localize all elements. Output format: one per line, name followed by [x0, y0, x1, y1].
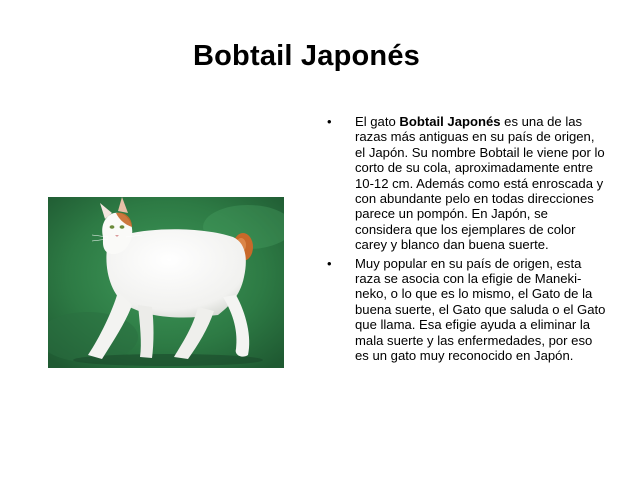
- cat-photo: [48, 197, 284, 368]
- bullet-item: [318, 256, 608, 364]
- bullet-list: [318, 114, 608, 367]
- bullet-item: [318, 114, 608, 253]
- bullet-text-pre: El gato: [355, 114, 400, 129]
- slide-title: Bobtail Japonés: [193, 40, 420, 72]
- bullet-marker: •: [327, 255, 332, 271]
- bullet-marker: •: [327, 114, 332, 129]
- bullet-text-post: es una de las razas más antiguas en su país de origen, el Japón. Su nombre Bobtail le viene por lo corto de su cola, aproximadamente entre 10-12 cm. Además como está enroscada y con abundante pelo en todas direcciones parece un pompón. En Japón, se considera que los ejemplares de color carey y blanco dan buena suerte.: [355, 114, 605, 253]
- bullet-text: Muy popular en su país de origen, esta raza se asocia con la efigie de Maneki-neko, o lo que es lo mismo, el Gato de la buena suerte, el Gato que saluda o el Gato que llama. Esa efigie ayuda a eliminar la mala suerte y las enfermedades, por eso es un gato muy reconocido en Japón.: [355, 255, 606, 364]
- bullet-text-bold: Bobtail Japonés: [399, 114, 501, 129]
